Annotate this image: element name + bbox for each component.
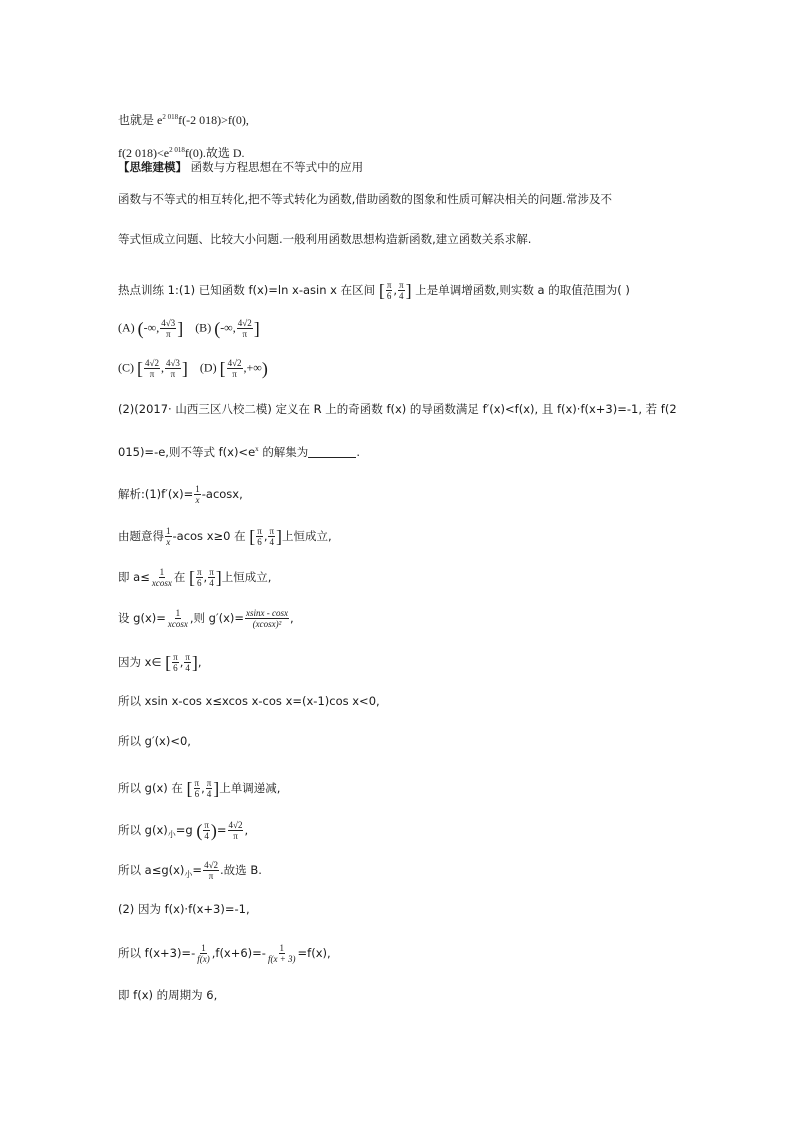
paragraph-line: 等式恒成立问题、比较大小问题.一般利用函数思想构造新函数,建立函数关系求解. — [118, 232, 532, 246]
solution-line: 所以 f(x+3)=- $\frac{1}{f(x)}$ ,f(x+6)=- $\frac{1}{f(x + 3)}$ =f(x), — [118, 943, 331, 964]
answer-blank[interactable] — [308, 447, 356, 458]
text: f(-2 018)>f(0), — [178, 113, 249, 127]
bracket: ] — [405, 280, 412, 301]
fraction: $\frac{4√3}{\pi}$ — [165, 358, 180, 379]
paragraph-line: 函数与不等式的相互转化,把不等式转化为函数,借助函数的图象和性质可解决相关的问题.常涉及不 — [118, 192, 612, 206]
fraction: $\frac{4√2}{\pi}$ — [227, 358, 242, 379]
solution-line: 设 g(x)= $\frac{1}{xcosx}$ ,则 g′(x)= $\frac{xsinx - \cos x}{\text{(xcosx)²}}$ , — [118, 608, 294, 629]
fraction: $\frac{4√2}{\pi}$ — [145, 358, 159, 379]
fraction: $\frac{1}{x}$ — [166, 526, 171, 547]
fraction: $\frac{1}{x}$ — [195, 484, 200, 505]
solution-line: 即 a≤ $\frac{1}{xcosx}$ 在 [ $\frac{\pi}{6}$ , $\frac{\pi}{4}$ ]上恒成立, — [118, 567, 272, 588]
text: f(0).故选 D. — [184, 146, 245, 160]
superscript: 2 018 — [162, 113, 179, 121]
fraction: $\frac{4√2}{\pi}$ — [237, 318, 252, 339]
text: 上是单调增函数,则实数 a 的取值范围为( ) — [415, 283, 630, 297]
solution-line: 所以 $a\le g(x)_小=$ $\frac{4√2}{\pi}$ .故选 B. — [118, 860, 262, 881]
solution-line: 因为 x∈ [ $\frac{\pi}{6}$ , $\frac{\pi}{4}$ ], — [118, 652, 202, 673]
fraction: $\frac{1}{xcosx}$ — [151, 567, 172, 588]
fraction: $\frac{1}{f(x + 3)}$ — [267, 943, 296, 964]
fraction: $\frac{1}{xcosx}$ — [167, 608, 188, 629]
solution-line: 所以 xsin x-cos x≤xcos x-cos x=(x-1)cos x<0, — [118, 694, 380, 708]
text: 也就是 e — [118, 113, 163, 127]
fraction: $\frac{4√2}{\pi}$ — [228, 820, 243, 841]
solution-line: 所以 $g(x)_小=g$ ( $\frac{\pi}{4}$ )= $\frac{4√2}{\pi}$ , — [118, 820, 249, 841]
solution-line: 即 f(x) 的周期为 6, — [118, 988, 218, 1002]
solution-line: 所以 g(x) 在 [ $\frac{\pi}{6}$ , $\frac{\pi}{4}$ ]上单调递减, — [118, 778, 281, 799]
fraction: $\frac{xsinx - \cos x}{\text{(xcosx)²}}$ — [246, 608, 288, 629]
section-heading — [118, 160, 363, 174]
text: 热点训练 1:(1) 已知函数 f(x)=ln x-asin x 在区间 — [118, 283, 376, 297]
text-line — [118, 110, 249, 127]
fraction: $\frac{\pi}{6}$ — [386, 280, 392, 301]
option-label: (A) — [118, 320, 135, 335]
heading-text: 函数与方程思想在不等式中的应用 — [187, 160, 364, 174]
fraction: $\frac{4√3}{\pi}$ — [161, 318, 176, 339]
options-row: (C) [ $\frac{4√2}{\pi}$ , $\frac{4√3}{\pi}$ ] (D) [ $\frac{4√2}{\pi}$ ,+∞) — [118, 358, 268, 379]
option-label: (D) — [199, 360, 217, 375]
fraction: $\frac{4√2}{\pi}$ — [204, 860, 219, 881]
question-line: 热点训练 1:(1) 已知函数 f(x)=ln x-asin x 在区间 [ $\frac{\pi}{6}$ , $\frac{\pi}{4}$ ] 上是单调增函数,则实数 a 的取值范围为( ) — [118, 280, 630, 301]
superscript: 2 018 — [169, 146, 185, 154]
bracket: [ — [378, 280, 385, 301]
solution-line: 所以 g′(x)<0, — [118, 734, 191, 748]
fraction: $\frac{1}{f(x)}$ — [197, 943, 210, 964]
option-label: (C) — [118, 360, 134, 375]
solution-line: 解析:(1)f′(x)= $\frac{1}{x}$ -acosx, — [118, 484, 243, 505]
heading-tag: 【思维建模】 — [118, 160, 187, 174]
text: f(2 018)<e — [118, 146, 170, 160]
solution-line: 由题意得 $\frac{1}{x}$ -acos x≥0 在 [ $\frac{\pi}{6}$ , $\frac{\pi}{4}$ ]上恒成立, — [118, 526, 332, 547]
option-label: (B) — [195, 320, 212, 335]
solution-line: (2) 因为 f(x)·f(x+3)=-1, — [118, 902, 250, 916]
text-line — [118, 143, 245, 160]
options-row: (A) (-∞, $\frac{4√3}{\pi}$ ] (B) (-∞, $\frac{4√2}{\pi}$ ] — [118, 318, 260, 339]
fraction: $\frac{\pi}{4}$ — [399, 280, 404, 301]
question-line: 015)=-e,则不等式 $f(x)<e^x$ 的解集为 . — [118, 445, 360, 459]
question-line: (2)(2017· 山西三区八校二模) 定义在 R 上的奇函数 f(x) 的导函数满足 f′(x)<f(x), 且 f(x)·f(x+3)=-1, 若 f(2 — [118, 402, 677, 416]
